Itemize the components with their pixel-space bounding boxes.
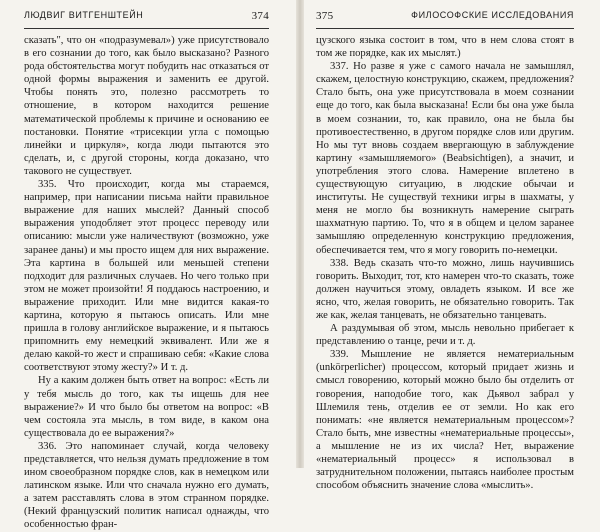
right-header-rule xyxy=(316,28,574,29)
paragraph: 339. Мышление не является нематериальным (unkörperlicher) процессом, который придает жизнь и смысл говорению, который можно было бы отделить от говорения, наподобие того, как Дьявол забрал у Шлемиля тень, отделив ее от земли. Но как его понимать: «не является нематериальным процессом»? Стало быть, мне известны «нематериальные процессы», а мышление не из их числа? Нет, выражение «нематериальный процесс» я использовал в затруднительном положении, пытаясь наиболее простым способом объяснить значение слова «мыслить». xyxy=(316,349,574,492)
right-running-title: ФИЛОСОФСКИЕ ИССЛЕДОВАНИЯ xyxy=(411,10,574,20)
paragraph: 338. Ведь сказать что-то можно, лишь научившись говорить. Выходит, тот, кто намерен что-то сказать, тоже должен научиться этому, овладеть языком. И все же ясно, что, желая говорить, не обязательно говорить. Так же как, желая танцевать, не обязательно танцевать. xyxy=(316,257,574,321)
left-page-header xyxy=(24,10,269,28)
book-gutter xyxy=(296,0,304,468)
left-page-number: 374 xyxy=(251,10,269,22)
left-running-title: ЛЮДВИГ ВИТГЕНШТЕЙН xyxy=(24,10,144,20)
left-page-text xyxy=(24,34,269,532)
paragraph: 337. Но разве я уже с самого начала не замышлял, скажем, целостную конструкцию, скажем, предложения? Стало быть, она уже присутствовала в моем сознании еще до того, как была высказана! Если бы она уже была в моем сознании, то, как правило, она не была бы противоестественно, в другом порядке слов или другим. Но мы тут вновь создаем ввергающую в заблуждение картину «замышляемого» (Beabsichtigen), а значит, и употребления этого слова. Намерение вплетено в существующую ситуацию, в людские обычаи и институты. Не существуй техники игры в шахматы, у меня не могло бы возникнуть намерение сыграть шахматную партию. То, что я в общем и целом заранее замышляю определенную конструкцию предложения, обеспечивается тем, что я могу говорить по-немецки. xyxy=(316,61,574,256)
paragraph: 336. Это напоминает случай, когда человеку представляется, что нельзя думать предложение в том ином своеобразном порядке слов, как в немецком или латинском языке. Или что сначала нужно его думать, а затем расставлять слова в этом странном порядке. (Некий французский политик написал однажды, что особенностью фран- xyxy=(24,440,269,531)
right-page xyxy=(304,0,594,492)
paragraph: Ну а каким должен быть ответ на вопрос: «Есть ли у тебя мысль до того, как ты ищешь для нее выражение?» И что было бы ответом на вопрос: «В чем состояла эта мысль, в том виде, в каком она существовала до ее выражения?» xyxy=(24,375,269,439)
paragraph: 335. Что происходит, когда мы стараемся, например, при написании письма найти правильное выражение для наших мыслей? Данный способ выражения уподобляет этот процесс переводу или описанию: мысли уже наличествуют (возможно, уже заранее даны) и мы просто ищем для них выражение. Эта картина в большей или меньшей степени подходит для различных случаев. Но чего только при этом не может произойти! Я поддаюсь настроению, и выражение приходит. Или мне видится какая-то картина, которую я пытаюсь описать. Или мне пришла в голову английское выражение, и я пытаюсь припомнить ему немецкий эквивалент. Или же я делаю какой-то жест и спрашиваю себя: «Какие слова соответствуют этому жесту?» И т. д. xyxy=(24,179,269,374)
paragraph: А раздумывая об этом, мысль невольно прибегает к представлению о танце, речи и т. д. xyxy=(316,323,574,348)
right-page-header xyxy=(316,10,574,28)
left-header-rule xyxy=(24,28,269,29)
right-page-text xyxy=(316,34,574,492)
left-page xyxy=(4,0,294,531)
right-page-number: 375 xyxy=(316,10,334,22)
paragraph: сказать", что он «подразумевал») уже присутствовало в его сознании до того, как было высказано? Разного рода обстоятельства могут побудить нас отказаться от одной формы выражения и заменить ее другой. Чтобы понять это, полезно рассмотреть то отношение, в котором находится решение математической проблемы к причине и основанию ее постановки. Понятие «трисекции угла с помощью линейки и циркуля», когда люди пытаются это сделать, и, с другой стороны, когда доказано, что такового не существует. xyxy=(24,35,269,177)
paragraph: цузского языка состоит в том, что в нем слова стоят в том же порядке, как их мыслят.) xyxy=(316,35,574,60)
